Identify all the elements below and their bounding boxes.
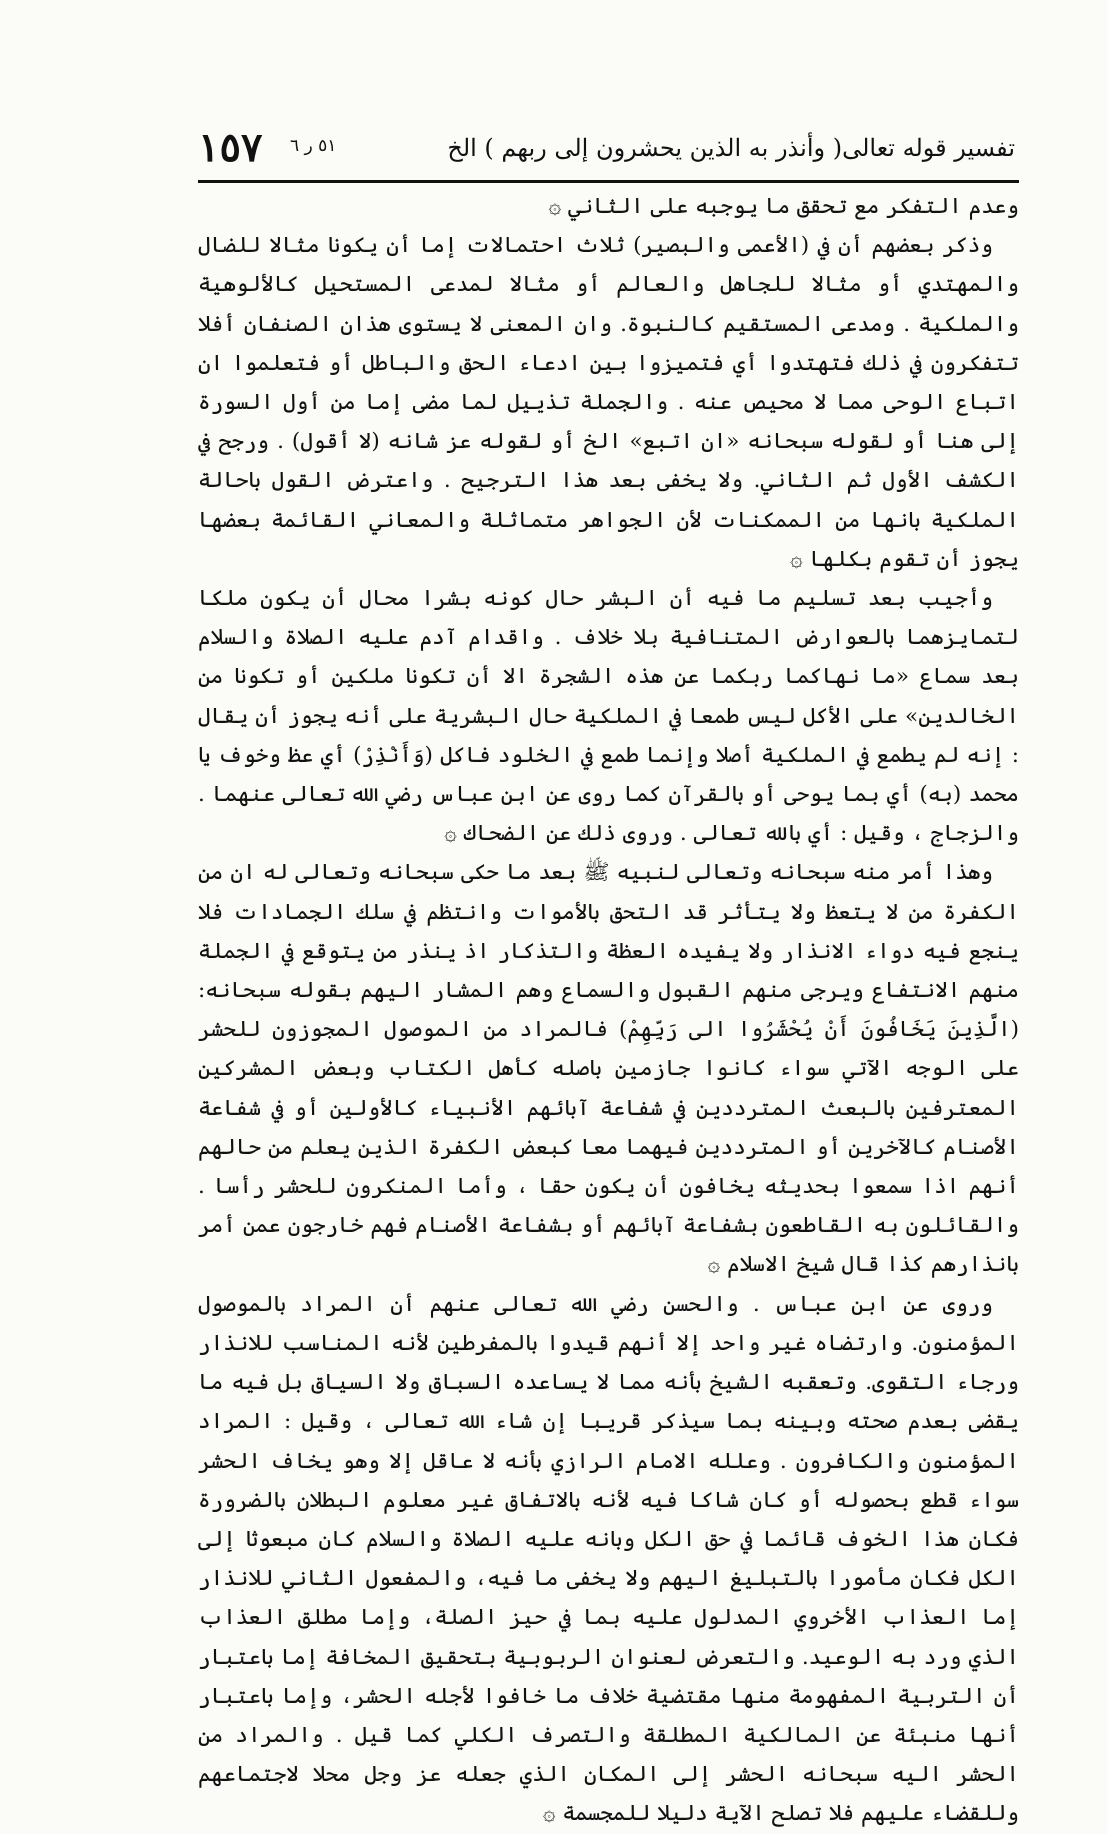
header-title: تفسير قوله تعالى( وأنذر به الذين يحشرون إلى ربهم ) الخ [447, 134, 1015, 162]
verse-reference: ٥١ ر ٦ [290, 136, 337, 156]
running-header [198, 118, 1019, 183]
paragraph-3: وأجيب بعد تسليم ما فيه أن البشر حال كونه بشرا محال أن يكون ملكا لتمايزهما بالعوارض المتنافية بلا خلاف . واقدام آدم عليه الصلاة والسلام بعد سماع «ما نهاكما ربكما عن هذه الشجرة الا أن تكونا ملكين أو تكونا من الخالدين» على الأكل ليس طمعا في الملكية حال البشرية على أنه يجوز أن يقال : إنه لم يطمع في الملكية أصلا وإنما طمع في الخلود فاكل (وَأَنْذِرْ) أي عظ وخوف يا محمد (به) أي بما يوحى أو بالقرآن كما روى عن ابن عباس رضي الله تعالى عنهما . والزجاج ، وقيل : أي بالله تعالى . وروى ذلك عن الضحاك ۞ [198, 586, 1019, 847]
paragraph-2: وذكر بعضهم أن في (الأعمى والبصير) ثلاث احتمالات إما أن يكونا مثالا للضال والمهتدي أو مثالا للجاهل والعالم أو مثالا لمدعى المستحيل كالألوهية والملكية . ومدعى المستقيم كالنبوة. وان المعنى لا يستوى هذان الصنفان أفلا تتفكرون في ذلك فتهتدوا أي فتميزوا بين ادعاء الحق والباطل أو فتعلموا ان اتباع الوحى مما لا محيص عنه . والجملة تذييل لما مضى إما من أول السورة إلى هنا أو لقوله سبحانه «ان اتبع» الخ أو لقوله عز شانه (لا أقول) . ورجح في الكشف الأول ثم الثاني. ولا يخفى بعد هذا الترجيح . واعترض القول باحالة الملكية بانها من الممكنات لأن الجواهر متماثلة والمعاني القائمة بعضها يجوز أن تقوم بكلها ۞ [198, 233, 1019, 572]
paragraph-1: وعدم التفكر مع تحقق ما يوجبه على الثاني ۞ [548, 194, 1019, 219]
paragraph-4: وهذا أمر منه سبحانه وتعالى لنبيه ﷺ بعد ما حكى سبحانه وتعالى له ان من الكفرة من لا يتعظ ولا يتأثر قد التحق بالأموات وانتظم في سلك الجمادات فلا ينجع فيه دواء الانذار ولا يفيده العظة والتذكار اذ ينذر من يتوقع في الجملة منهم الانتفاع ويرجى منهم القبول والسماع وهم المشار اليهم بقوله سبحانه: (الَّذِينَ يَخَافُونَ أَنْ يُحْشَرُوا الى رَبِّهِمْ) فالمراد من الموصول المجوزون للحشر على الوجه الآتي سواء كانوا جازمين باصله كأهل الكتاب وبعض المشركين المعترفين بالبعث المترددين في شفاعة آبائهم الأنبياء كالأولين أو في شفاعة الأصنام كالآخرين أو المترددين فيهما معا كبعض الكفرة الذين يعلم من حالهم أنهم اذا سمعوا بحديثه يخافون أن يكون حقا ، وأما المنكرون للحشر رأسا . والقائلون به القاطعون بشفاعة آبائهم أو بشفاعة الأصنام فهم خارجون عمن أمر بانذارهم كذا قال شيخ الاسلام ۞ [198, 860, 1019, 1278]
paragraph-5: وروى عن ابن عباس . والحسن رضي الله تعالى عنهم أن المراد بالموصول المؤمنون. وارتضاه غير واحد إلا أنهم قيدوا بالمفرطين لأنه المناسب للانذار ورجاء التقوى. وتعقبه الشيخ بأنه مما لا يساعده السباق ولا السياق بل فيه ما يقضى بعدم صحته وبينه بما سيذكر قريبا إن شاء الله تعالى ، وقيل : المراد المؤمنون والكافرون . وعلله الامام الرازي بأنه لا عاقل إلا وهو يخاف الحشر سواء قطع بحصوله أو كان شاكا فيه لأنه بالاتفاق غير معلوم البطلان بالضرورة فكان هذا الخوف قائما في حق الكل وبانه عليه الصلاة والسلام كان مبعوثا إلى الكل فكان مأمورا بالتبليغ اليهم ولا يخفى ما فيه، والمفعول الثاني للانذار إما العذاب الأخروي المدلول عليه بما في حيز الصلة، وإما مطلق العذاب الذي ورد به الوعيد. والتعرض لعنوان الربوبية بتحقيق المخافة إما باعتبار أن التربية المفهومة منها مقتضية خلاف ما خافوا لأجله الحشر، وإما باعتبار أنها منبئة عن المالكية المطلقة والتصرف الكلي كما قيل . والمراد من الحشر اليه سبحانه الحشر إلى المكان الذي جعله عز وجل محلا لاجتماعهم وللقضاء عليهم فلا تصلح الآية دليلا للمجسمة ۞ [198, 1291, 1019, 1827]
commentary-text [198, 187, 1019, 1834]
page-number: ١٥٧ [198, 124, 263, 171]
